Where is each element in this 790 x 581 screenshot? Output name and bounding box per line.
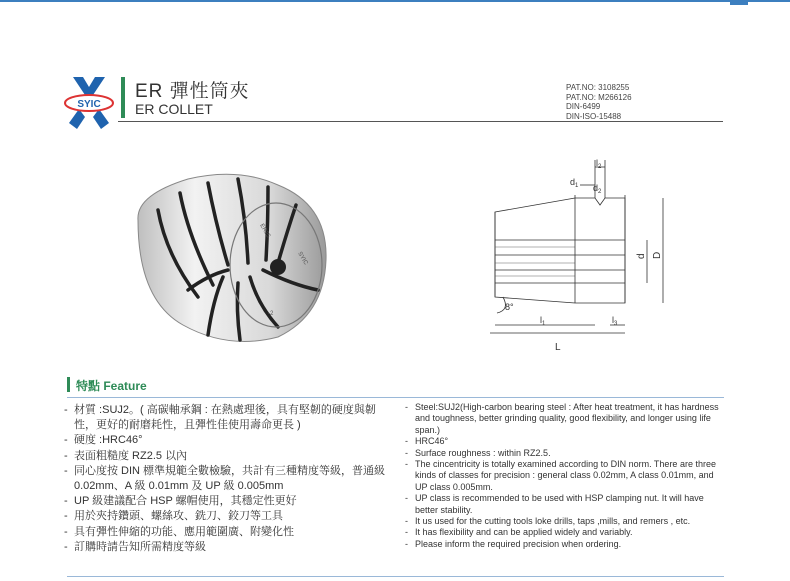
- feature-item-zh: - 同心度按 DIN 標準規範全數檢驗，共計有三種精度等級，普通級 0.02mm、A 級 0.01mm 及 UP 級 0.005mm: [64, 464, 386, 493]
- feature-item-zh: - 材質 :SUJ2。( 高碳軸承鋼 : 在熱處理後，具有堅韌的硬度與韌性，更好的耐磨耗性，且彈性佳使用壽命更長 ): [64, 404, 376, 432]
- label-d1: $d_1$: [570, 177, 579, 189]
- collet-marking: -2: [268, 311, 274, 317]
- feature-rule: [67, 397, 724, 398]
- label-D: D: [652, 251, 663, 259]
- bottom-rule: [67, 576, 724, 577]
- drawing-outline: [495, 198, 625, 303]
- collet-bore: [270, 259, 286, 275]
- feature-item-zh: - 訂購時請告知所需精度等級: [64, 540, 206, 553]
- header-rule: [118, 121, 723, 122]
- collet-body: [138, 174, 326, 341]
- feature-item-en: - Please inform the required precision when ordering.: [405, 538, 622, 549]
- feature-item-zh: - 表面粗糙度 RZ2.5 以內: [64, 449, 188, 462]
- collet-marking: ER25: [258, 223, 271, 240]
- patent-line: PAT.NO: M266126: [566, 92, 632, 102]
- feature-item-en: - It us used for the cutting tools loke drills, taps ,mills, and remers , etc.: [405, 516, 691, 527]
- patent-line: DIN-6499: [566, 102, 601, 111]
- label-l3: $l_3$: [612, 315, 618, 327]
- syic-logo: [63, 73, 115, 131]
- feature-accent-bar: [67, 377, 70, 392]
- patent-list: [566, 83, 632, 121]
- logo-text: SYIC: [77, 99, 101, 110]
- feature-heading: 特點 Feature: [76, 379, 147, 393]
- title-accent-bar: [121, 77, 125, 118]
- label-d2: $d_2$: [593, 183, 602, 195]
- label-d: d: [636, 253, 647, 259]
- feature-item-zh: - UP 級建議配合 HSP 螺帽使用，其穩定性更好: [64, 495, 297, 508]
- feature-item-en: - HRC46°: [405, 436, 449, 447]
- feature-item-zh: - 用於夾持鑽頭、螺絲攻、銑刀、鉸刀等工具: [64, 510, 283, 523]
- feature-list-zh: [64, 403, 394, 555]
- feature-item-en: - Surface roughness : within RZ2.5.: [405, 447, 551, 458]
- feature-item-en: - Steel:SUJ2(High-carbon bearing steel : After heat treatment, it has hardness and toughness, better grinding quality, good flexibility, and longer using life span.): [405, 402, 719, 435]
- label-l2: $l_2$: [596, 158, 602, 170]
- feature-item-en: - UP class is recommended to be used with HSP clamping nut. It will have better stability.: [405, 493, 704, 515]
- page-title-en: ER COLLET: [135, 101, 213, 117]
- collet-marking: SYIC: [296, 251, 309, 267]
- top-blue-line: [0, 0, 790, 2]
- collet-photo: [128, 165, 336, 345]
- collet-technical-drawing: [485, 155, 675, 360]
- feature-item-en: - The cincentricity is totally examined according to DIN norm. There are three kinds of classes for precision : general class 0.02mm, A class 0.01mm, and UP class 0.005mm.: [405, 459, 716, 492]
- page-title-zh: ER 彈性筒夾: [135, 81, 250, 102]
- top-accent-block: [730, 0, 748, 5]
- patent-line: DIN-ISO-15488: [566, 111, 622, 121]
- label-angle: 8°: [505, 302, 514, 312]
- feature-item-zh: - 具有彈性伸縮的功能、應用範圍廣、附變化性: [64, 525, 294, 538]
- feature-item-zh: - 硬度 :HRC46°: [64, 434, 143, 447]
- top-accent-bar: [0, 0, 790, 5]
- feature-item-en: - It has flexibility and can be applied widely and variably.: [405, 527, 633, 538]
- feature-list-en: [405, 402, 725, 550]
- label-L: L: [555, 342, 561, 353]
- patent-line: PAT.NO: 3108255: [566, 83, 630, 92]
- label-l1: $l_1$: [540, 315, 546, 327]
